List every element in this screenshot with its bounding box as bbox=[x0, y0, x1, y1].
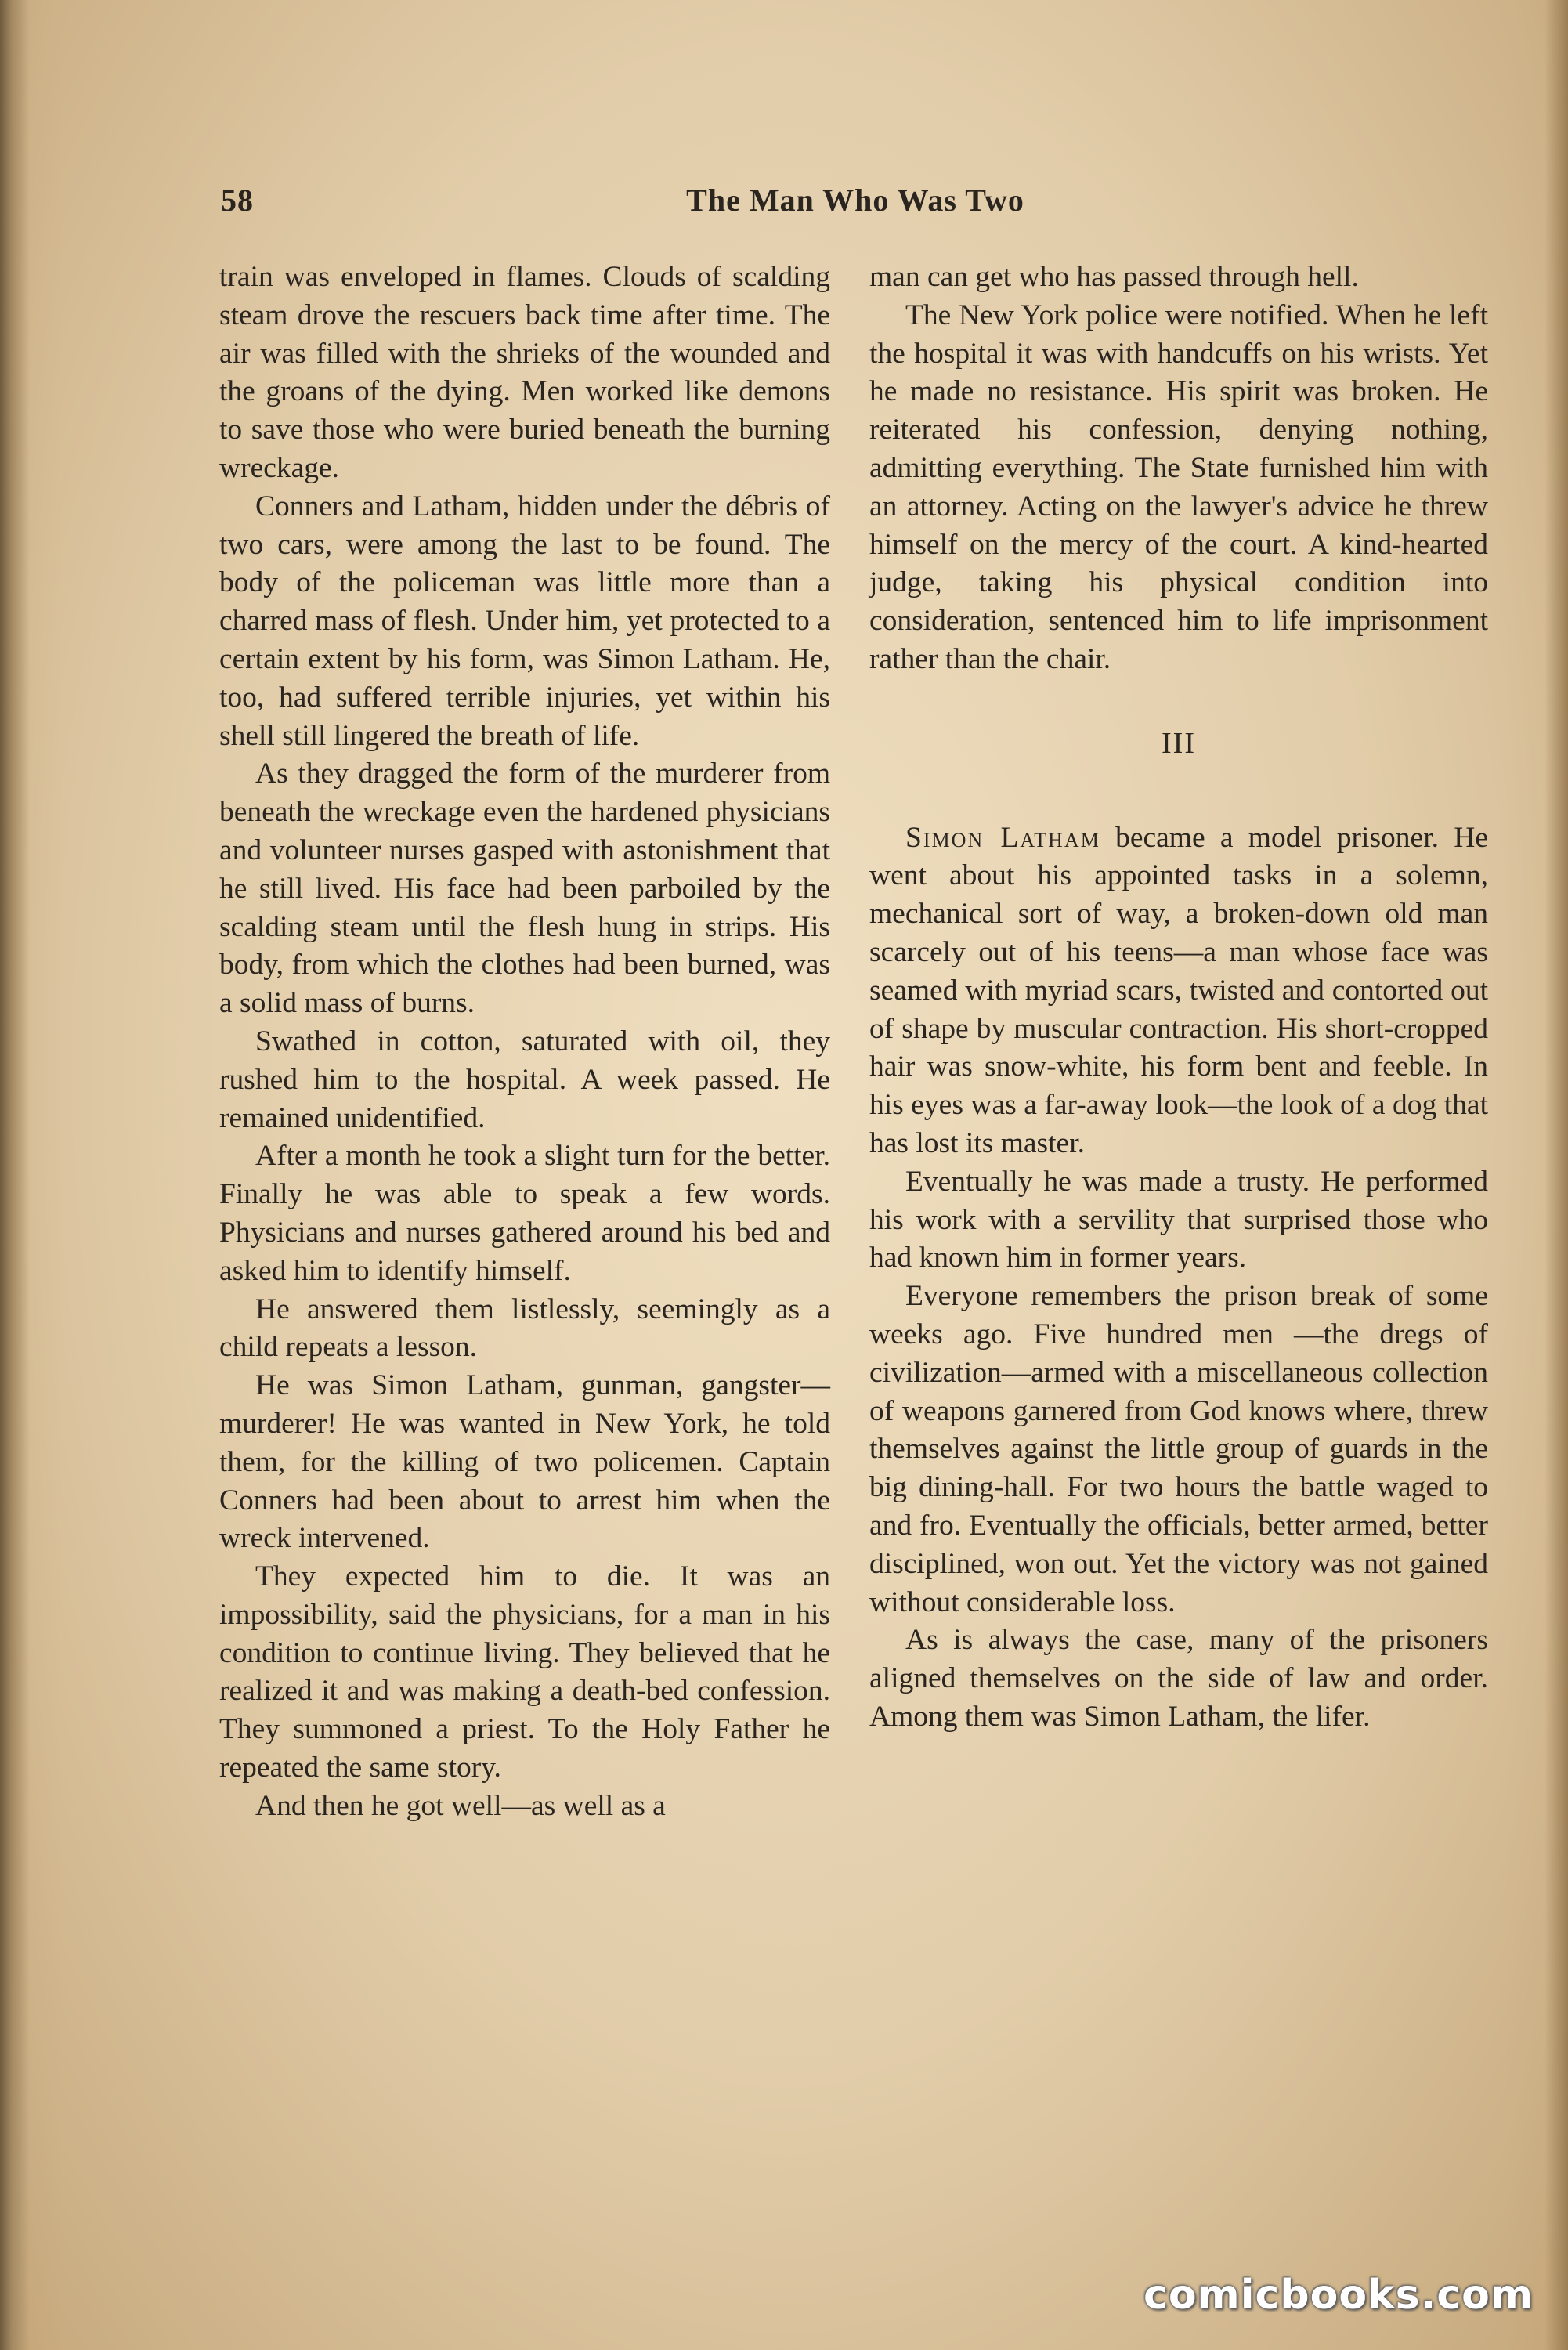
paragraph: Everyone remembers the prison break of some weeks ago. Five hundred men —the dregs of civilization—armed with a miscellaneous collection of weapons garnered from God knows where, threw themselves against the little group of guards in the big dining-hall. For two hours the battle waged to and fro. Eventually the officials, better armed, better disciplined, won out. Yet the victory was not gained without considerable loss. bbox=[869, 1280, 1488, 1618]
page-header bbox=[221, 182, 1490, 229]
page-right-edge bbox=[1545, 0, 1568, 2350]
opening-paragraph-text: became a model prisoner. He went about his appointed tasks in a solemn, mechanical sort of way, a broken-down old man scarcely out of his teens—a man whose face was seamed with myriad scars, twisted and contorted out of shape by muscular contraction. His short-cropped hair was snow-white, his form bent and feeble. In his eyes was a far-away look—the look of a dog that has lost its master. bbox=[869, 821, 1488, 1159]
paragraph: Conners and Latham, hidden under the débris of two cars, were among the last to be found. The body of the policeman was little more than a charred mass of flesh. Under him, yet protected to a certain extent by his form, was Simon Latham. He, too, had suffered terrible injuries, yet within his shell still lingered the breath of life. bbox=[219, 490, 830, 752]
paragraph: After a month he took a slight turn for the better. Finally he was able to speak a few words. Physicians and nurses gathered around his bed and asked him to identify himself. bbox=[219, 1140, 830, 1287]
section-heading: III bbox=[1162, 726, 1196, 760]
left-column bbox=[219, 258, 830, 1826]
paragraph: Eventually he was made a trusty. He performed his work with a servility that surprised those who had known him in former years. bbox=[869, 1165, 1488, 1274]
paragraph: man can get who has passed through hell. bbox=[869, 261, 1359, 293]
paragraph: As is always the case, many of the prisoners aligned themselves on the side of law and order. Among them was Simon Latham, the lifer. bbox=[869, 1624, 1488, 1733]
site-watermark: comicbooks.com bbox=[1143, 2272, 1534, 2319]
section-opening-paragraph bbox=[869, 819, 1488, 1163]
paragraph: Swathed in cotton, saturated with oil, they rushed him to the hospital. A week passed. He remained unidentified. bbox=[219, 1025, 830, 1134]
paragraph: They expected him to die. It was an impossibility, said the physicians, for a man in his condition to continue living. They believed that he realized it and was making a death-bed confession. They summoned a priest. To the Holy Father he repeated the same story. bbox=[219, 1560, 830, 1784]
paragraph: He was Simon Latham, gunman, gangster—murderer! He was wanted in New York, he told them, for the killing of two policemen. Captain Conners had been about to arrest him when the wreck intervened. bbox=[219, 1369, 830, 1555]
running-title: The Man Who Was Two bbox=[686, 183, 1024, 218]
paragraph: The New York police were notified. When he left the hospital it was with handcuffs on his wrists. Yet he made no resistance. His spirit was broken. He reiterated his confession, denying nothing, admitting everything. The State furnished him with an attorney. Acting on the lawyer's advice he threw himself on the mercy of the court. A kind-hearted judge, taking his physical condition into consideration, sentenced him to life imprisonment rather than the chair. bbox=[869, 298, 1488, 675]
paragraph: And then he got well—as well as a bbox=[255, 1789, 666, 1822]
right-column bbox=[869, 258, 1488, 1737]
opening-smallcaps-name: Simon Latham bbox=[905, 821, 1100, 854]
page-number: 58 bbox=[221, 183, 254, 218]
page-left-edge bbox=[0, 0, 30, 2350]
paragraph: As they dragged the form of the murderer from beneath the wreckage even the hardened physicians and volunteer nurses gasped with astonishment that he still lived. His face had been parboiled by the scalding steam until the flesh hung in strips. His body, from which the clothes had been burned, was a solid mass of burns. bbox=[219, 757, 830, 1020]
paragraph: He answered them listlessly, seemingly as a child repeats a lesson. bbox=[219, 1292, 830, 1364]
paragraph: train was enveloped in flames. Clouds of scalding steam drove the rescuers back time after time. The air was filled with the shrieks of the wounded and the groans of the dying. Men worked like demons to save those who were buried beneath the burning wreckage. bbox=[219, 261, 830, 484]
